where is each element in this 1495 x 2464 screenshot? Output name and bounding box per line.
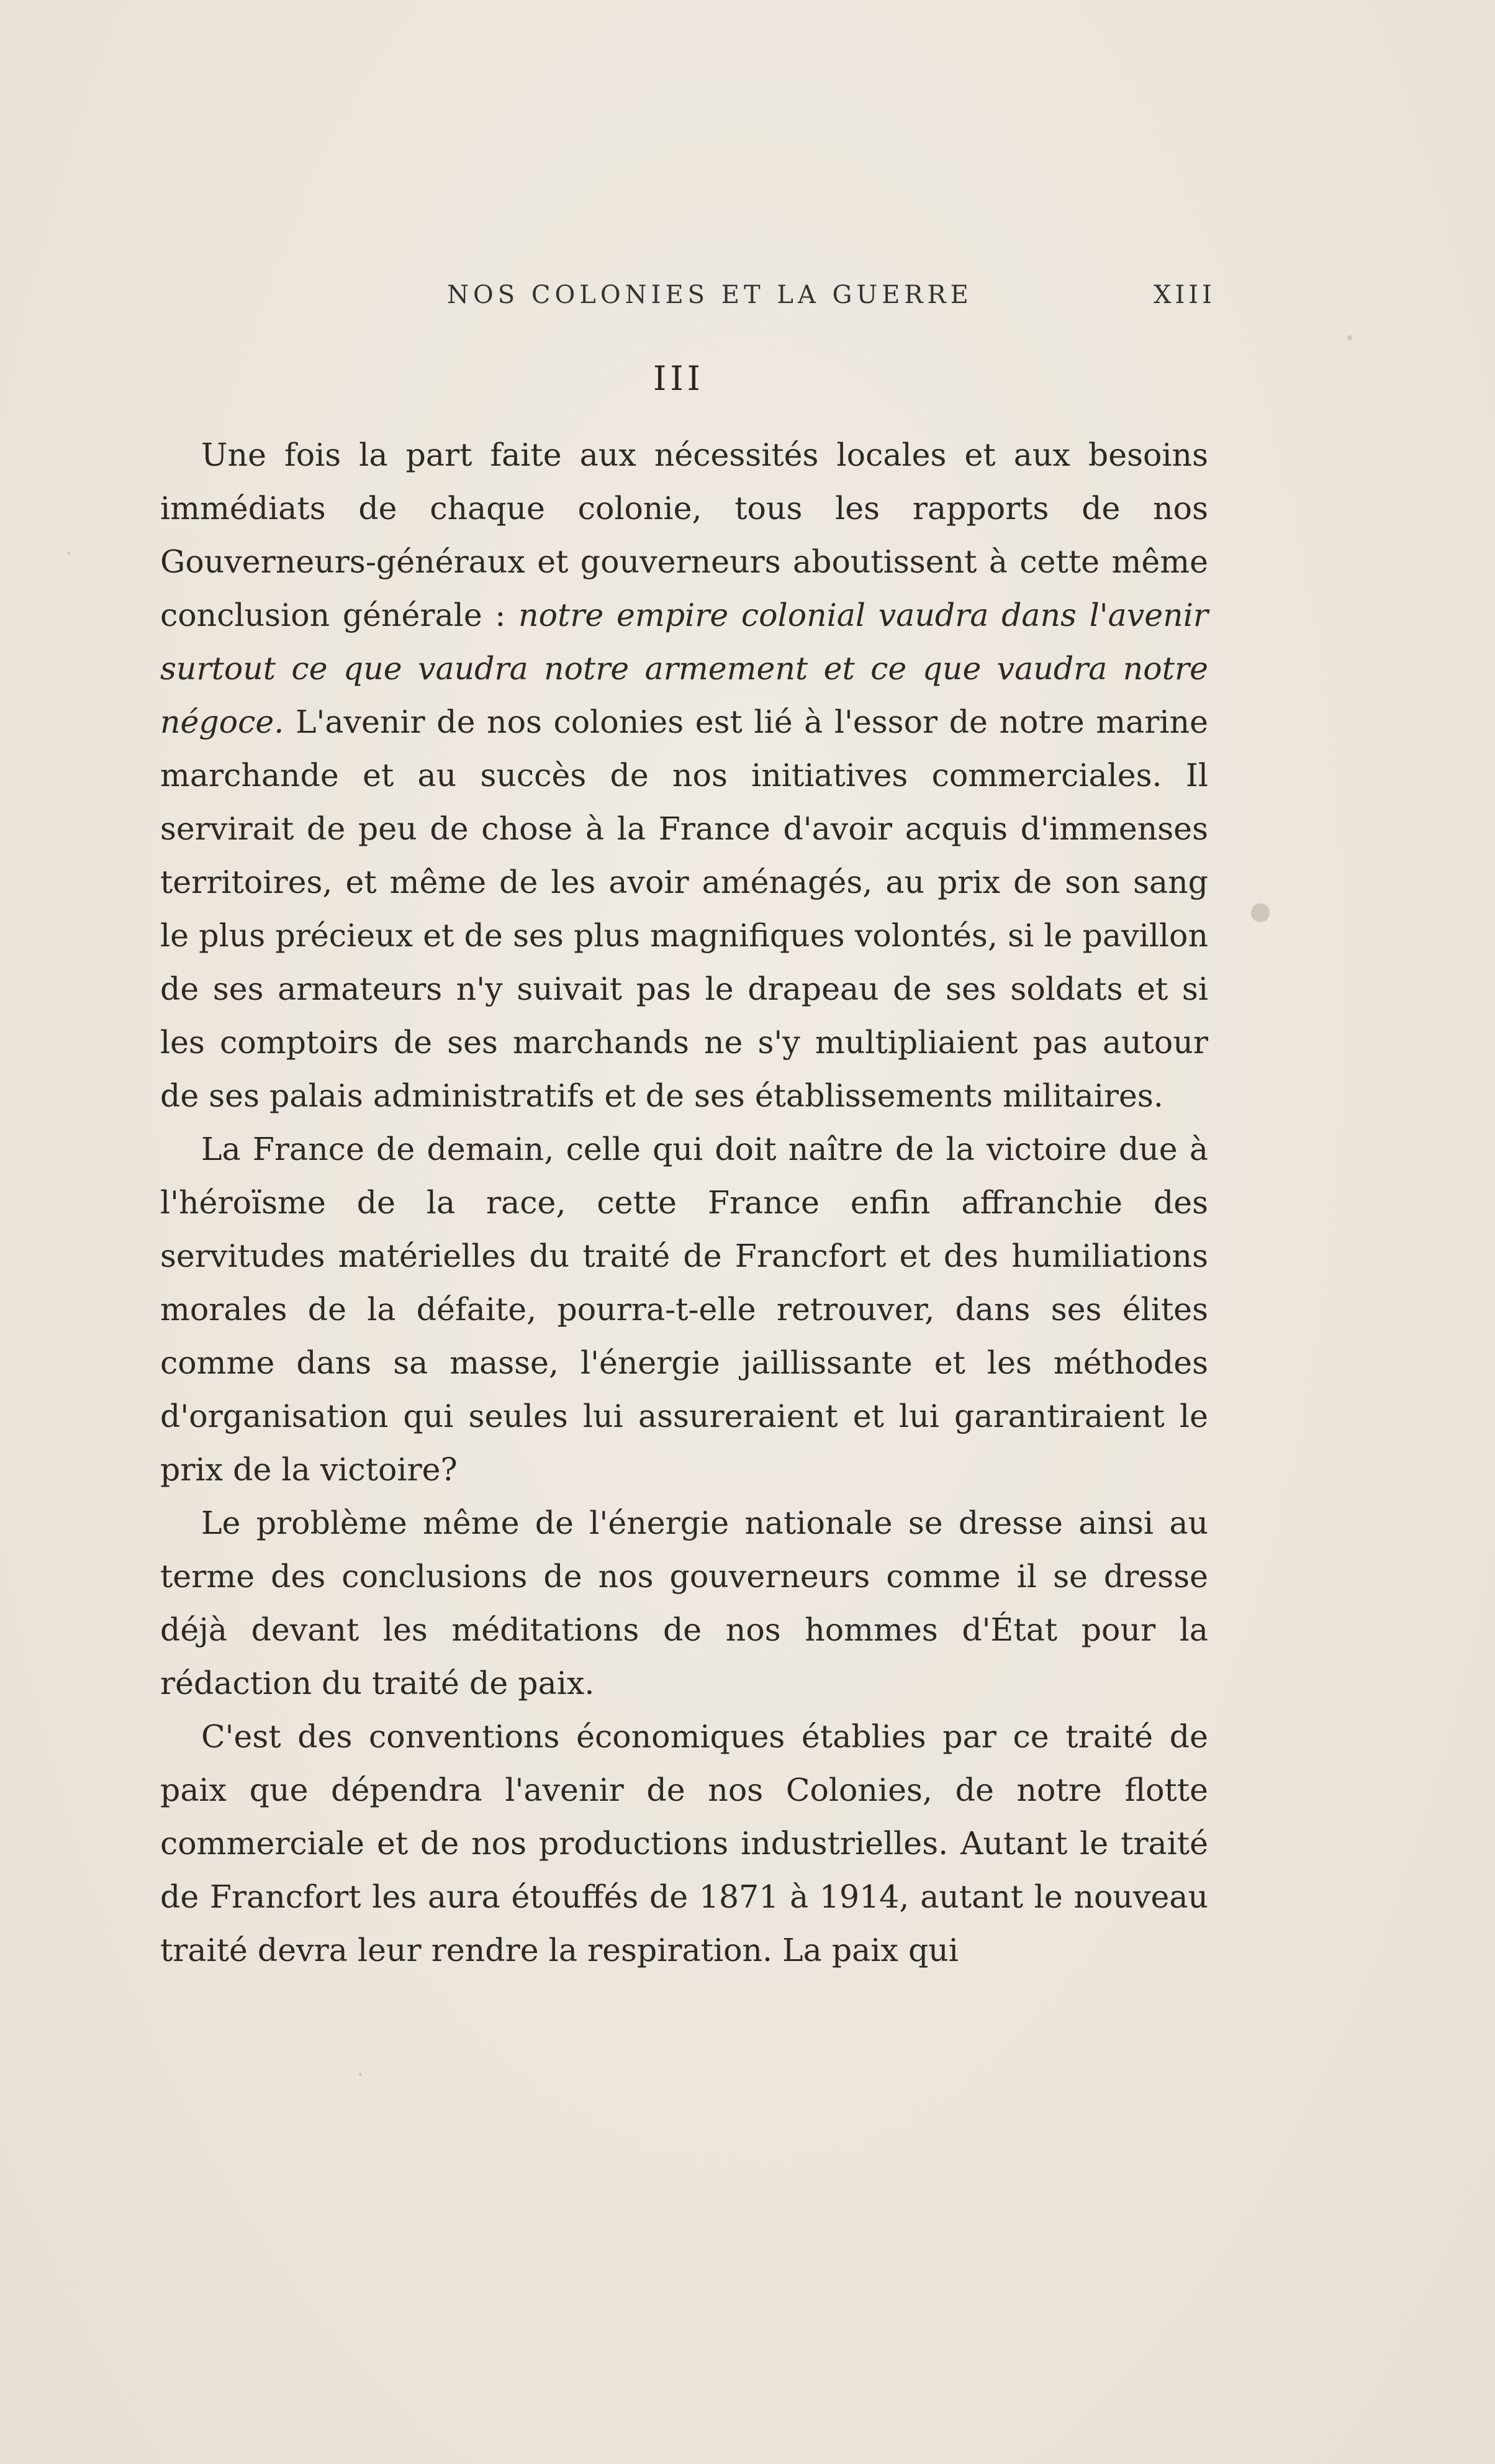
paragraph-1-italic: notre empire colonial vaudra dans l'avenir surtout ce que vaudra notre armement et ce que vaudra notre négoce. xyxy=(160,597,1208,740)
paragraph-1-text-continued: L'avenir de nos colonies est lié à l'essor de notre marine marchande et au succès de nos initiatives commerciales. Il servirait de peu de chose à la France d'avoir acquis d'immenses territoires, et même de les avoir aménagés, au prix de son sang le plus précieux et de ses plus magnifiques volontés, si le pavillon de ses armateurs n'y suivait pas le drapeau de ses soldats et si les comptoirs de ses marchands ne s'y multipliaient pas autour de ses palais administratifs et de ses établissements militaires. xyxy=(160,704,1208,1114)
paragraph-1-text: Une fois la part faite aux nécessités locales et aux besoins immédiats de chaque colonie, tous les rapports de nos Gouverneurs-généraux et gouverneurs aboutissent à cette même conclusion générale : xyxy=(160,437,1208,633)
section-number: III xyxy=(653,359,704,398)
paper-speck xyxy=(1251,904,1270,922)
body-text xyxy=(160,428,1208,1977)
paragraph-3: Le problème même de l'énergie nationale se dresse ainsi au terme des conclusions de nos gouverneurs comme il se dresse déjà devant les méditations de nos hommes d'État pour la rédaction du traité de paix. xyxy=(160,1505,1208,1701)
paper-speck xyxy=(359,2073,362,2076)
paragraph-2: La France de demain, celle qui doit naître de la victoire due à l'héroïsme de la race, cette France enfin affranchie des servitudes matérielles du traité de Francfort et des humiliations morales de la défaite, pourra-t-elle retrouver, dans ses élites comme dans sa masse, l'énergie jaillissante et les méthodes d'organisation qui seules lui assureraient et lui garantiraient le prix de la victoire? xyxy=(160,1131,1208,1488)
page-number: XIII xyxy=(1154,281,1216,309)
paragraph-4: C'est des conventions économiques établies par ce traité de paix que dépendra l'avenir de nos Colonies, de notre flotte commerciale et de nos productions industrielles. Autant le traité de Francfort les aura étouffés de 1871 à 1914, autant le nouveau traité devra leur rendre la respiration. La paix qui xyxy=(160,1718,1208,1968)
paper-speck xyxy=(67,551,70,555)
paper-speck xyxy=(1347,335,1352,340)
paragraph-1 xyxy=(160,428,1208,1123)
running-title: NOS COLONIES ET LA GUERRE xyxy=(447,281,973,309)
